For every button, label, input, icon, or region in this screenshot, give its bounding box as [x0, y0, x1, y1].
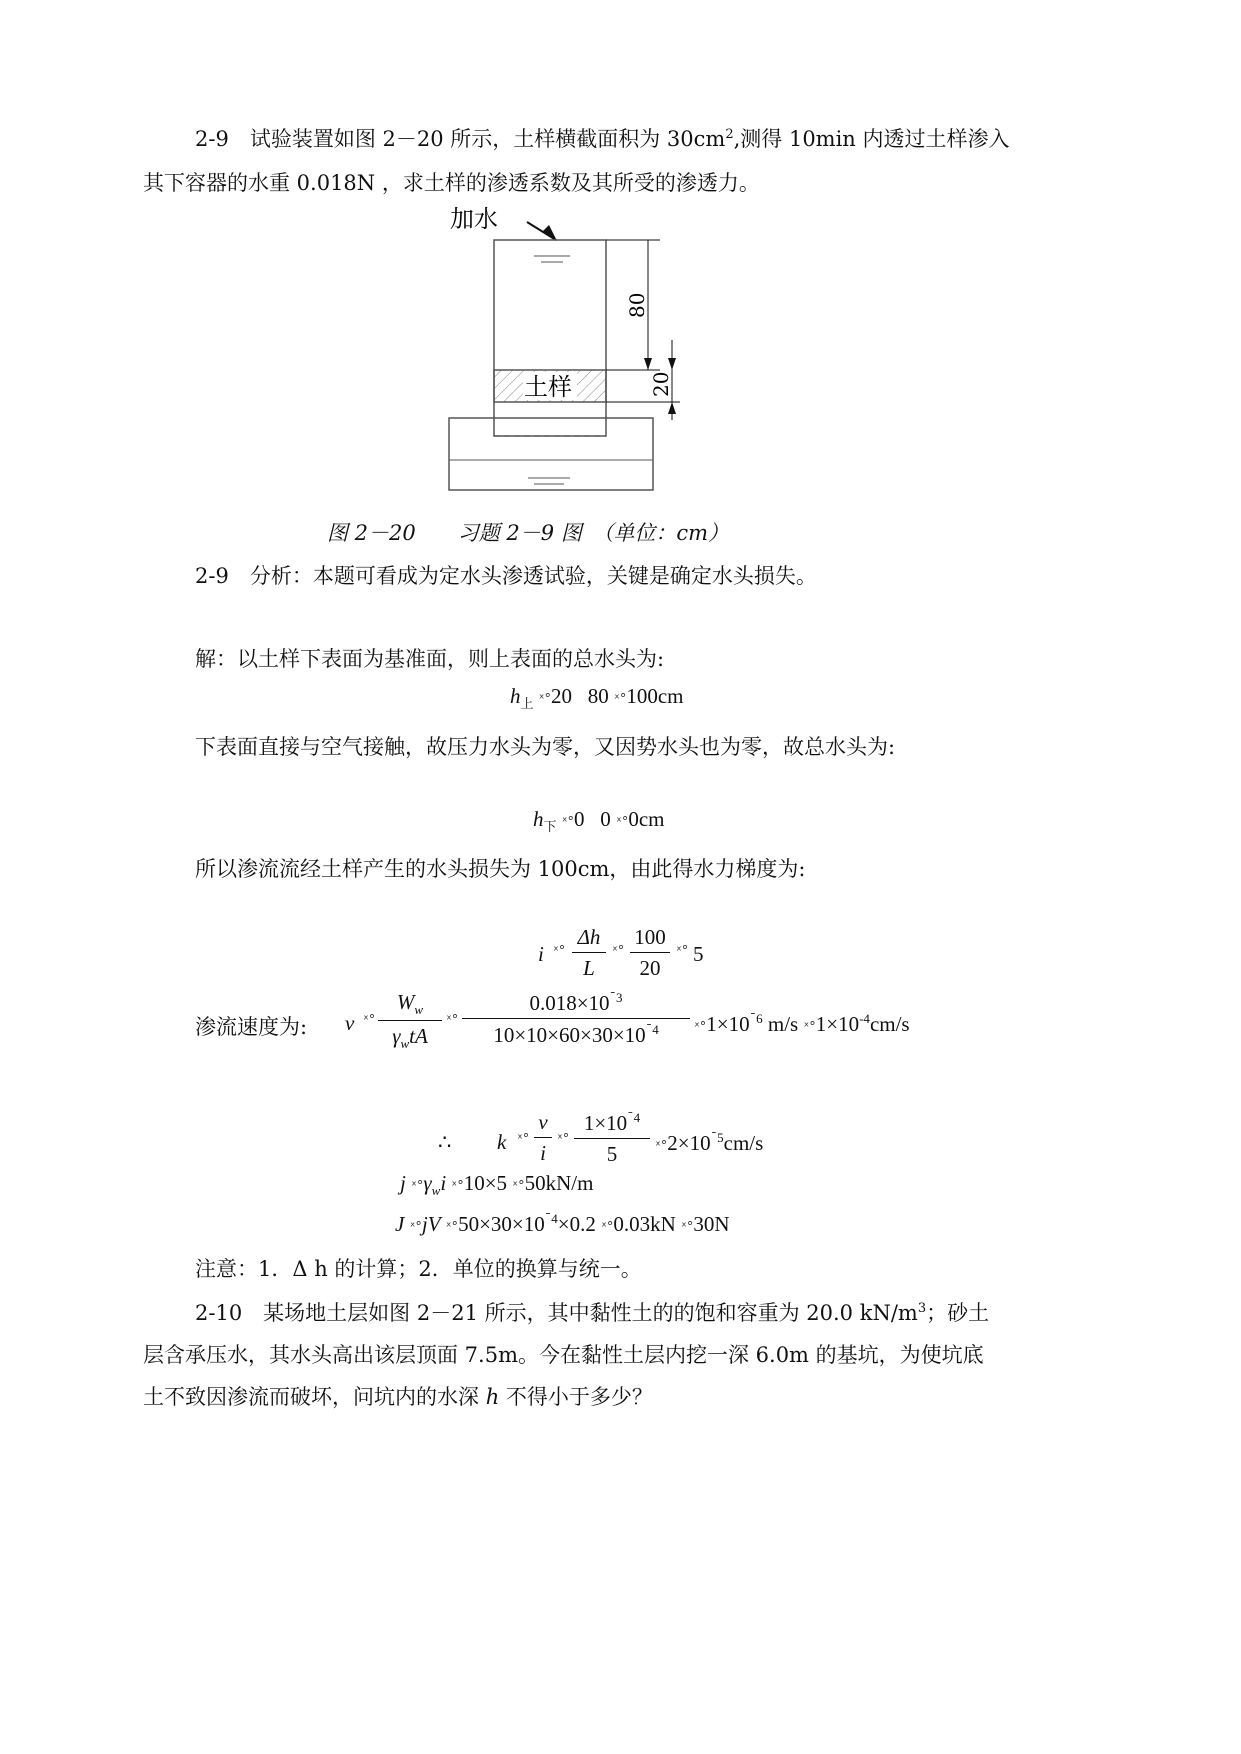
dim-20-arrow-bot: [668, 402, 676, 414]
gradient-fraction-1: [572, 925, 606, 981]
velocity-r1-unit: m/s: [767, 1012, 799, 1036]
velocity-var: v: [345, 1011, 355, 1035]
gradient-num2: 100: [630, 925, 670, 953]
figure-caption: 图 2－20 习题 2－9 图 （单位：cm）: [327, 521, 730, 545]
h-down-v2: 0: [600, 807, 611, 831]
velocity-den2-minus: ¯: [645, 1023, 653, 1038]
gradient-var: i: [538, 942, 544, 966]
velocity-num1-w: W: [396, 990, 415, 1014]
velocity-label: 渗流速度为:: [195, 1015, 308, 1039]
k-r-pre: 2×10: [667, 1131, 711, 1155]
problem-2-9-statement: [143, 116, 1103, 158]
gradient-mark1: ˣ°: [553, 944, 566, 959]
J-lhs: J: [395, 1212, 405, 1236]
gradient-den2: 20: [639, 956, 661, 980]
J-v-post: ×0.2: [557, 1212, 596, 1236]
h-down-sub: 下: [543, 820, 557, 836]
k-r-unit: cm/s: [723, 1131, 764, 1155]
velocity-den1-rest: tA: [409, 1024, 428, 1049]
velocity-fraction-2: [462, 990, 690, 1048]
velocity-mark4: ˣ°: [803, 1020, 816, 1035]
h-up-result: 100cm: [626, 684, 684, 708]
k-mark1: ˣ°: [517, 1132, 530, 1147]
velocity-fraction-1: [378, 990, 442, 1052]
velocity-den2-base: 10×10×60×30×10: [493, 1023, 646, 1047]
J-equation: [395, 1211, 730, 1237]
h-down-mark2: ˣ°: [616, 815, 629, 830]
velocity-mark2: ˣ°: [446, 1013, 459, 1028]
velocity-den1-gamma: γ: [392, 1024, 401, 1049]
j-result: 50kN/m: [524, 1171, 594, 1195]
dim-20-label: 20: [649, 371, 673, 397]
dim-80-label: 80: [625, 292, 649, 318]
k-den2: 5: [606, 1142, 618, 1166]
lower-container: [449, 418, 653, 490]
k-r-exp: 5: [717, 1130, 724, 1145]
h-up-v2: 80: [587, 684, 609, 708]
velocity-r2-exp: -4: [859, 1011, 870, 1026]
j-mark2: ˣ°: [451, 1179, 464, 1194]
upper-container: [494, 240, 606, 436]
velocity-num1-sub: w: [414, 1002, 424, 1018]
problem-2-10-line1-post: ；砂土: [926, 1301, 990, 1325]
velocity-r1-minus: ¯: [749, 1012, 757, 1027]
j-equation: [400, 1171, 593, 1199]
dim-80-arrow: [644, 358, 652, 370]
J-v-exp: 4: [551, 1211, 558, 1226]
problem-2-10-line3-pre: 土不致因渗流而破坏，问坑内的水深: [143, 1385, 486, 1409]
problem-2-9-line1-pre: 2-9 试验装置如图 2－20 所示，土样横截面积为 30cm: [195, 127, 726, 151]
gradient-result: 5: [693, 942, 704, 966]
velocity-num2: [462, 990, 690, 1019]
k-num2-base: 1×10: [583, 1111, 628, 1135]
J-mark1: ˣ°: [409, 1220, 422, 1235]
J-v-minus: ¯: [544, 1212, 552, 1227]
h-up-var: h: [510, 684, 521, 708]
problem-2-9-line2: 其下容器的水重 0.018N ，求土样的渗透系数及其所受的渗透力。: [143, 171, 760, 195]
problem-2-10-line3: [143, 1381, 653, 1411]
note-text: 注意：1．Δ h 的计算；2．单位的换算与统一。: [195, 1257, 642, 1281]
velocity-r2-pre: 1×10: [815, 1012, 860, 1036]
velocity-results: [694, 1011, 910, 1037]
j-rest: i: [440, 1171, 447, 1195]
velocity-den2: [462, 1019, 690, 1048]
J-mark3: ˣ°: [601, 1220, 614, 1235]
h-up-mark1: ˣ°: [538, 692, 552, 707]
analysis-text: 2-9 分析：本题可看成为定水头渗透试验，关键是确定水头损失。: [195, 564, 817, 588]
k-mark3: ˣ°: [655, 1139, 668, 1154]
k-fraction-2: [574, 1110, 650, 1167]
velocity-num2-minus: ¯: [609, 991, 617, 1006]
k-den1: i: [540, 1141, 546, 1165]
problem-2-10-line2: 层含承压水，其水头高出该层顶面 7.5m。今在黏性土层内挖一深 6.0m 的基坑，为使坑底: [143, 1343, 984, 1367]
velocity-r1-pre: 1×10: [706, 1012, 750, 1036]
j-gamma: γ: [423, 1171, 432, 1195]
j-mark1: ˣ°: [411, 1179, 424, 1194]
h-down-var: h: [533, 807, 544, 831]
k-var: k: [497, 1130, 507, 1154]
problem-2-9-superscript: 2: [725, 127, 734, 142]
problem-2-10-var-h: h: [485, 1385, 500, 1409]
therefore-symbol: ∴: [438, 1130, 452, 1154]
gradient-mark2: ˣ°: [612, 944, 625, 959]
velocity-num2-exp: 3: [616, 990, 623, 1005]
k-num2-exp: 4: [633, 1110, 641, 1125]
j-var: j: [400, 1171, 406, 1195]
j-gamma-sub: w: [431, 1183, 441, 1199]
J-mark4: ˣ°: [681, 1220, 694, 1235]
h-down-result: 0cm: [628, 807, 665, 831]
h-up-mark2: ˣ°: [614, 692, 627, 707]
k-result: [655, 1130, 763, 1156]
velocity-num2-base: 0.018×10: [529, 991, 610, 1015]
solution-intro: 解：以土样下表面为基准面，则上表面的总水头为:: [195, 647, 665, 671]
h-down-equation: [533, 807, 664, 835]
k-num2: [574, 1110, 650, 1139]
gradient-fraction-2: [630, 925, 670, 981]
h-up-v1: 20: [551, 684, 573, 708]
J-r1: 0.03kN: [613, 1212, 676, 1236]
problem-2-10-line3-post: 不得小于多少？: [499, 1385, 653, 1409]
J-mark2: ˣ°: [445, 1220, 459, 1235]
k-num2-minus: ¯: [627, 1111, 634, 1126]
h-up-sub: 上: [520, 697, 534, 713]
soil-sample-label: 土样: [524, 373, 572, 401]
velocity-den1: [378, 1021, 442, 1052]
gradient-mark3: ˣ°: [676, 944, 689, 959]
gradient-den1: L: [583, 956, 595, 980]
problem-2-10-line1-pre: 2-10 某场地土层如图 2－21 所示，其中黏性土的的饱和容重为 20.0 kN/m: [195, 1301, 918, 1325]
J-v-pre: 50×30×10: [458, 1212, 545, 1236]
lower-surface-text: 下表面直接与空气接触，故压力水头为零，又因势水头也为零，故总水头为:: [195, 735, 896, 759]
add-water-arrowhead: [542, 225, 557, 241]
J-mid: jV: [421, 1212, 441, 1236]
velocity-r2-unit: cm/s: [869, 1012, 910, 1036]
h-down-mark1: ˣ°: [561, 815, 575, 830]
problem-2-10-superscript: 3: [917, 1301, 927, 1316]
velocity-den1-sub: w: [400, 1036, 410, 1052]
velocity-r1-exp: 6: [756, 1011, 763, 1026]
gradient-num1: Δh: [572, 925, 606, 953]
velocity-num1: [378, 990, 442, 1021]
problem-2-10-line1: [143, 1290, 1103, 1332]
j-mark3: ˣ°: [512, 1179, 525, 1194]
h-up-equation: [510, 684, 683, 712]
k-num1: v: [534, 1110, 552, 1138]
velocity-mark1: ˣ°: [363, 1013, 376, 1028]
J-r2: 30N: [693, 1212, 730, 1236]
add-water-label: 加水: [450, 205, 498, 233]
j-v: 10×5: [463, 1171, 508, 1195]
problem-2-9-line1-post: ,测得 10min 内透过土样渗入: [733, 127, 1010, 151]
dim-20-arrow-top: [668, 358, 676, 370]
k-mark2: ˣ°: [557, 1132, 570, 1147]
k-r-minus: ¯: [710, 1131, 718, 1146]
head-loss-text: 所以渗流流经土样产生的水头损失为 100cm，由此得水力梯度为:: [195, 857, 806, 881]
h-down-v1: 0: [574, 807, 585, 831]
velocity-mark3: ˣ°: [694, 1020, 707, 1035]
velocity-den2-exp: 4: [652, 1022, 659, 1037]
k-fraction-1: [534, 1110, 552, 1166]
